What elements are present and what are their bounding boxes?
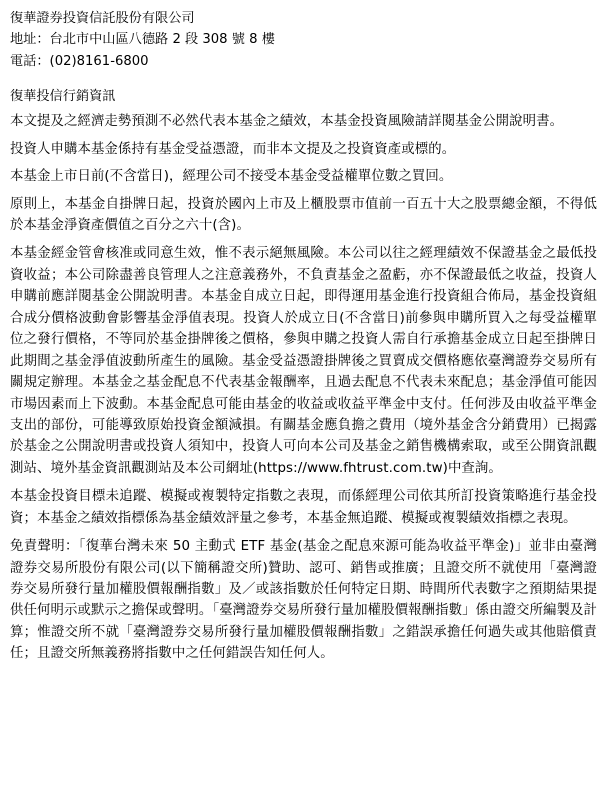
paragraph-benchmark-statement: 本基金投資目標未追蹤、模擬或複製特定指數之表現，而係經理公司依其所訂投資策略進行基金投資；本基金之績效指標係為基金績效評量之參考，本基金無追蹤、模擬或複製績效指標之表現。 <box>10 489 597 526</box>
company-phone: 電話：(02)8161-6800 <box>10 53 149 69</box>
paragraph-listing-redemption: 本基金上市日前(不含當日)，經理公司不接受本基金受益權單位數之買回。 <box>10 169 453 185</box>
paragraph-investment-ratio: 原則上，本基金自掛牌日起，投資於國內上市及上櫃股票市值前一百五十大之股票總金額，不得低於本基金淨資產價值之百分之六十(含)。 <box>10 196 597 233</box>
section-title: 復華投信行銷資訊 <box>10 89 116 105</box>
company-info-block <box>10 8 597 72</box>
legal-disclaimer: 免責聲明：「復華台灣未來 50 主動式 ETF 基金(基金之配息來源可能為收益平準金)」並非由臺灣證券交易所股份有限公司(以下簡稱證交所)贊助、認可、銷售或推廣；且證交所不就使用「臺灣證券交易所發行量加權股價報酬指數」及／或該指數於任何特定日期、時間所代表數字之預期結果提供任何明示或默示之擔保或聲明。「臺灣證券交易所發行量加權股價報酬指數」係由證交所編製及計算；惟證交所不就「臺灣證券交易所發行量加權股價報酬指數」之錯誤承擔任何過失或其他賠償責任；且證交所無義務將指數中之任何錯誤告知任何人。 <box>10 539 597 662</box>
paragraph-performance-disclaimer: 本文提及之經濟走勢預測不必然代表本基金之績效，本基金投資風險請詳閱基金公開說明書。 <box>10 114 564 130</box>
paragraph-risk-statement: 本基金經金管會核准或同意生效，惟不表示絕無風險。本公司以往之經理績效不保證基金之最低投資收益；本公司除盡善良管理人之注意義務外，不負責基金之盈虧，亦不保證最低之收益，投資人申購前應詳閱基金公開說明書。本基金自成立日起，即得運用基金進行投資組合佈局，基金投資組合成分價格波動會影響基金淨值表現。投資人於成立日(不含當日)前參與申購所買入之每受益權單位之發行價格，不等同於基金掛牌後之價格，參與申購之投資人需自行承擔基金成立日起至掛牌日此期間之基金淨值波動所產生的風險。基金受益憑證掛牌後之買賣成交價格應依臺灣證券交易所有關規定辦理。本基金之基金配息不代表基金報酬率，且過去配息不代表未來配息；基金淨值可能因市場因素而上下波動。本基金配息可能由基金的收益或收益平準金中支付。任何涉及由收益平準金支出的部份，可能導致原始投資金額減損。有關基金應負擔之費用（境外基金含分銷費用）已揭露於基金之公開說明書或投資人須知中，投資人可向本公司及基金之銷售機構索取，或至公開資訊觀測站、境外基金資訊觀測站及本公司網址(https://www.fhtrust.com.tw)中查詢。 <box>10 246 597 476</box>
paragraph-beneficiary-certificate: 投資人申購本基金係持有基金受益憑證，而非本文提及之投資資產或標的。 <box>10 141 456 157</box>
company-name: 復華證券投資信託股份有限公司 <box>10 11 195 26</box>
company-address: 地址：台北市中山區八德路 2 段 308 號 8 樓 <box>10 32 275 48</box>
